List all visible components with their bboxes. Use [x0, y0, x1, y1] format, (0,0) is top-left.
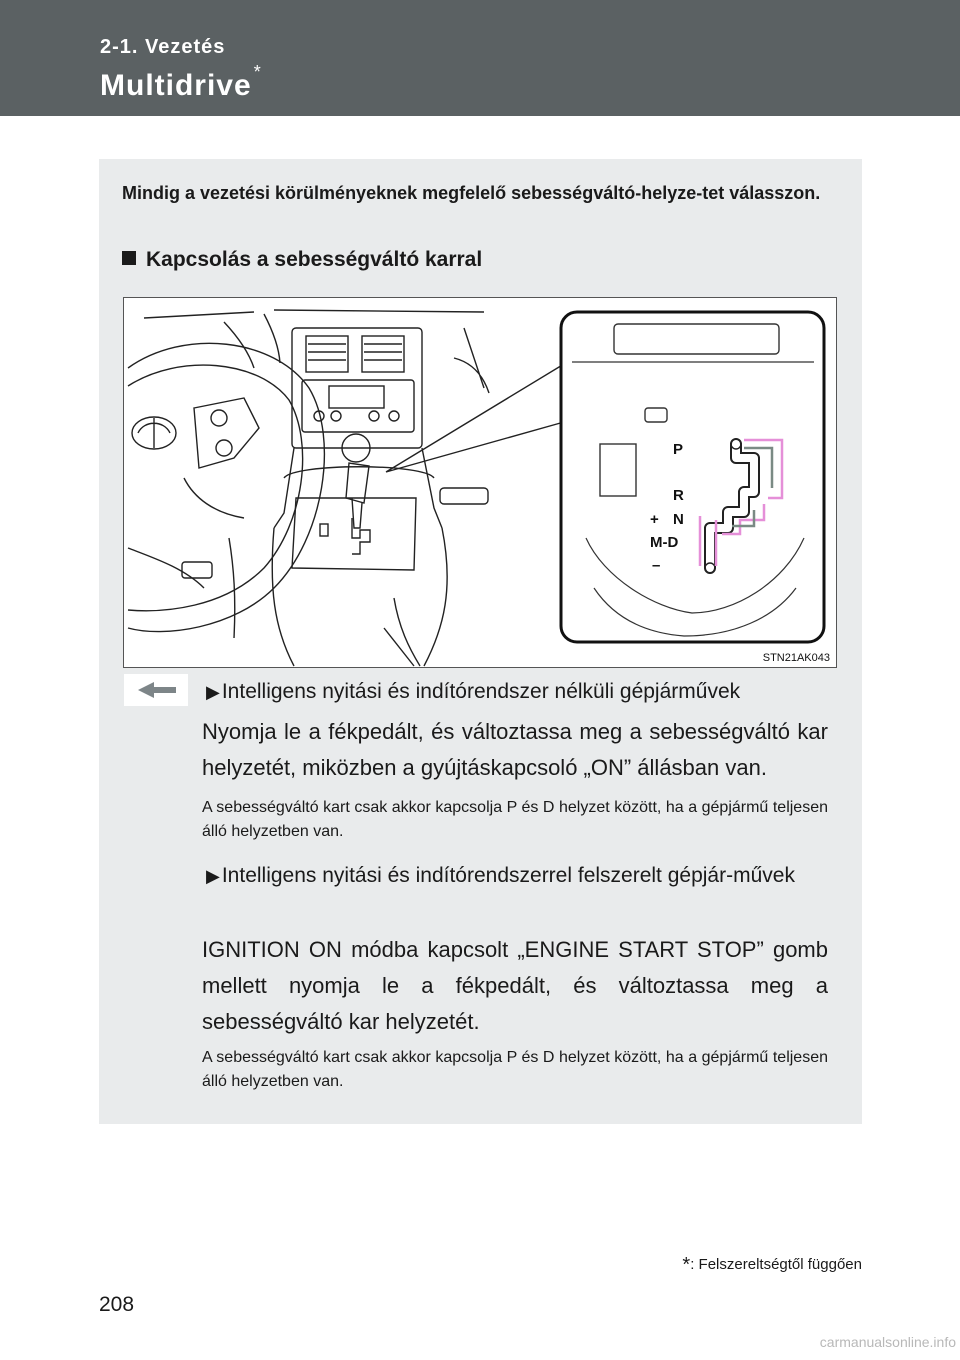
watermark: carmanualsonline.info — [819, 1334, 956, 1350]
label-p: P — [673, 441, 684, 458]
footnote-mark: * — [682, 1254, 691, 1276]
condition-1-title — [206, 676, 740, 708]
condition-1-note: A sebességváltó kart csak akkor kapcsolja P és D helyzet között, ha a gépjármű teljesen álló helyzetben van. — [202, 799, 828, 840]
back-arrow-icon — [124, 674, 188, 706]
condition-2-title — [206, 860, 828, 892]
footnote — [682, 1254, 862, 1277]
page-title — [100, 62, 262, 103]
page-number: 208 — [99, 1293, 135, 1316]
section-label: 2-1. Vezetés — [100, 36, 226, 58]
square-bullet-icon — [122, 251, 136, 265]
condition-1-body: Nyomja le a fékpedált, és változtassa meg a sebességváltó kar helyzetét, miközben a gyújtáskapcsoló „ON” állásban van. — [202, 719, 828, 780]
dashboard-illustration — [124, 298, 836, 667]
page-header — [0, 0, 960, 116]
subheading-text: Kapcsolás a sebességváltó karral — [146, 248, 483, 271]
condition-1-title-text: Intelligens nyitási és indítórendszer nélküli gépjárművek — [221, 680, 741, 703]
triangle-bullet-icon: ▶ — [206, 866, 220, 886]
label-n: N — [673, 511, 684, 528]
triangle-bullet-icon: ▶ — [206, 682, 220, 702]
condition-2-title-text: Intelligens nyitási és indítórendszerrel felszerelt gépjár-művek — [221, 864, 795, 887]
title-footnote-mark: * — [253, 62, 262, 82]
intro-text: Mindig a vezetési körülményeknek megfelelő sebességváltó-helyze-tet válasszon. — [122, 183, 821, 203]
label-md: M-D — [650, 534, 679, 551]
condition-2-note: A sebességváltó kart csak akkor kapcsolja P és D helyzet között, ha a gépjármű teljesen álló helyzetben van. — [202, 1049, 828, 1090]
condition-2-body: IGNITION ON módba kapcsolt „ENGINE START STOP” gomb mellett nyomja le a fékpedált, és változtassa meg a sebességváltó kar helyzetét. — [202, 937, 828, 1034]
footnote-text: : Felszereltségtől függően — [690, 1256, 862, 1273]
back-arrow-button[interactable] — [124, 674, 188, 706]
label-minus: – — [652, 557, 661, 574]
title-text: Multidrive — [100, 69, 252, 102]
subheading — [122, 248, 482, 272]
label-r: R — [673, 487, 684, 504]
figure-code: STN21AK043 — [762, 652, 830, 664]
shift-lever-figure — [123, 297, 837, 668]
label-plus: + — [650, 511, 659, 528]
gate-closeup — [561, 312, 824, 642]
